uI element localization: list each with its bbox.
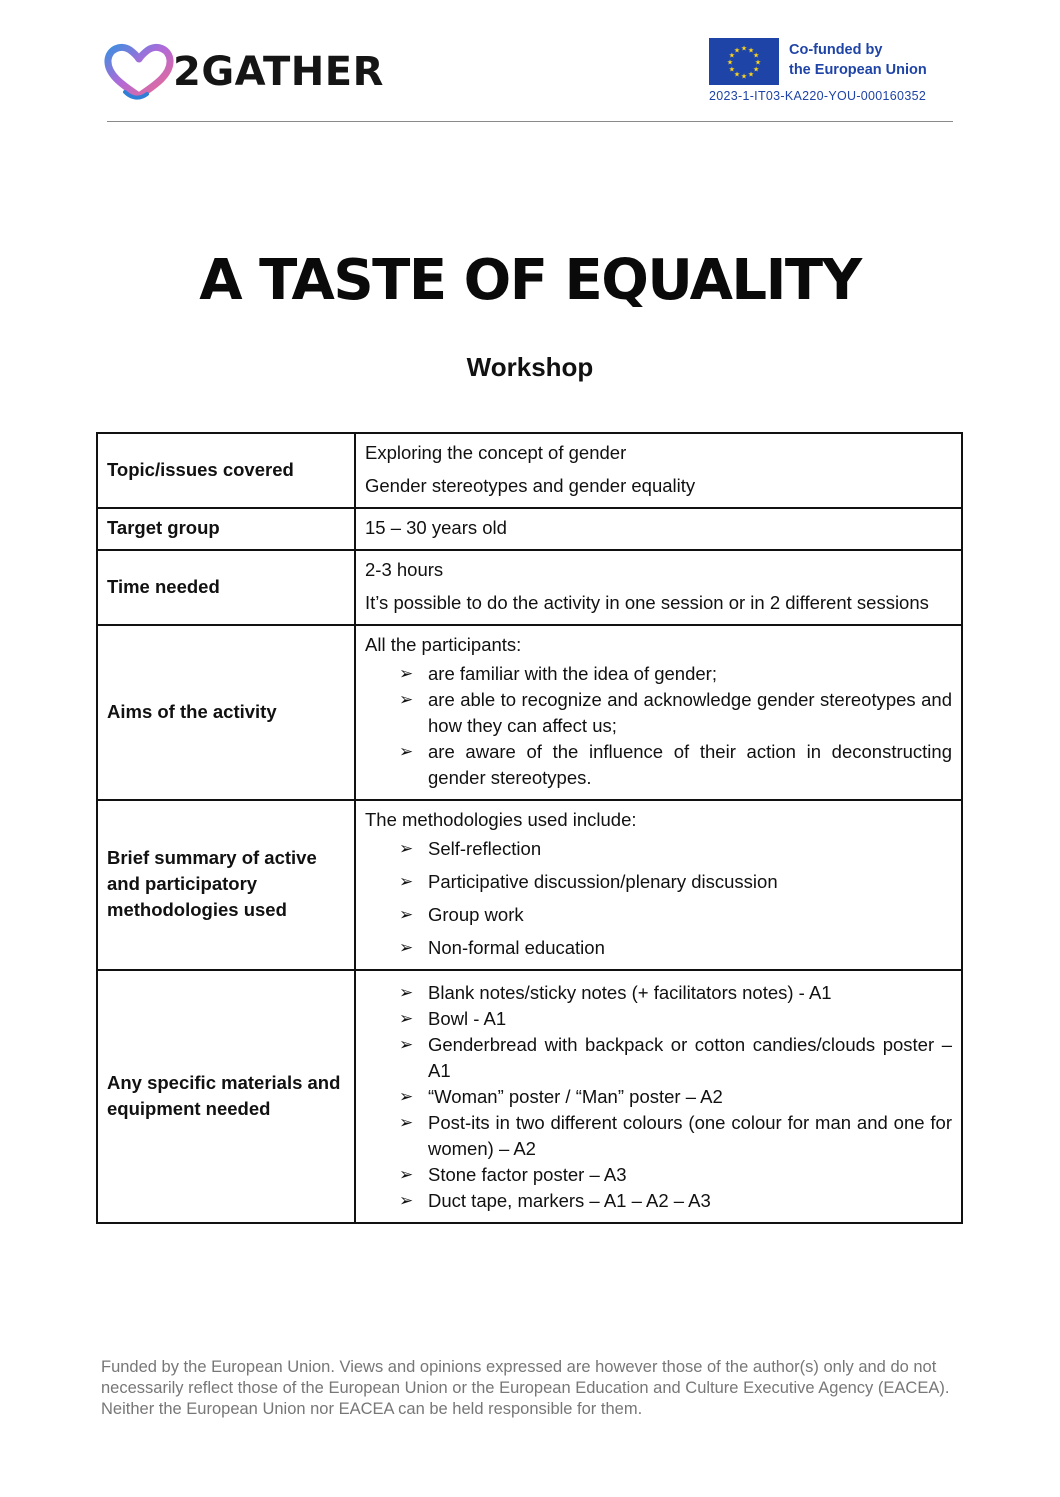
row-value xyxy=(355,625,962,800)
row-label: Time needed xyxy=(97,550,355,625)
row-label: Topic/issues covered xyxy=(97,433,355,508)
row-label: Aims of the activity xyxy=(97,625,355,800)
table-row-materials xyxy=(97,970,962,1223)
svg-text:★: ★ xyxy=(747,46,755,55)
page-header xyxy=(0,0,1060,125)
aims-list xyxy=(365,661,952,791)
table-row-aims xyxy=(97,625,962,800)
value-line: It’s possible to do the activity in one session or in 2 different sessions xyxy=(365,592,929,613)
row-label: Brief summary of active and participatory methodologies used xyxy=(97,800,355,970)
eu-flag-icon xyxy=(709,38,779,85)
list-item: ➢ Bowl - A1 xyxy=(399,1006,952,1032)
svg-text:★: ★ xyxy=(726,58,734,67)
value-intro: The methodologies used include: xyxy=(365,809,637,830)
list-item: ➢ Blank notes/sticky notes (+ facilitators notes) - A1 xyxy=(399,980,952,1006)
value-line: 15 – 30 years old xyxy=(365,517,507,538)
list-item: ➢ Participative discussion/plenary discussion xyxy=(399,869,952,895)
eu-label-line1: Co-funded by xyxy=(789,42,883,58)
svg-text:★: ★ xyxy=(747,70,755,79)
list-item: ➢ Group work xyxy=(399,902,952,928)
svg-text:★: ★ xyxy=(740,44,748,53)
funding-disclaimer: Funded by the European Union. Views and opinions expressed are however those of the author(s) only and do not necessarily reflect those of the European Union or the European Education and Culture Executive Agency (EACEA). Neither the European Union nor EACEA can be held responsible for them. xyxy=(101,1358,950,1418)
svg-text:★: ★ xyxy=(733,46,741,55)
page-subtitle: Workshop xyxy=(466,352,594,382)
row-label: Target group xyxy=(97,508,355,550)
list-item: ➢ Stone factor poster – A3 xyxy=(399,1162,952,1188)
row-value xyxy=(355,800,962,970)
row-label: Any specific materials and equipment needed xyxy=(97,970,355,1223)
list-item: ➢ Genderbread with backpack or cotton candies/clouds poster – A1 xyxy=(399,1032,952,1084)
value-line: Gender stereotypes and gender equality xyxy=(365,475,696,496)
list-item: ➢ are aware of the influence of their action in deconstructing gender stereotypes. xyxy=(399,739,952,791)
svg-text:★: ★ xyxy=(752,65,760,74)
row-value xyxy=(355,433,962,508)
list-item: ➢ Non-formal education xyxy=(399,935,952,961)
list-item: ➢ Post-its in two different colours (one colour for man and one for women) – A2 xyxy=(399,1110,952,1162)
svg-text:★: ★ xyxy=(752,51,760,60)
svg-text:★: ★ xyxy=(733,70,741,79)
project-logo xyxy=(103,42,384,102)
materials-list xyxy=(365,980,952,1214)
list-item: ➢ Duct tape, markers – A1 – A2 – A3 xyxy=(399,1188,952,1214)
list-item: ➢ are familiar with the idea of gender; xyxy=(399,661,952,687)
row-value xyxy=(355,970,962,1223)
list-item: ➢ Self-reflection xyxy=(399,836,952,862)
value-line: 2-3 hours xyxy=(365,559,444,580)
eu-label-line2: the European Union xyxy=(789,62,927,78)
methods-list xyxy=(365,836,952,961)
svg-text:★: ★ xyxy=(728,51,736,60)
eu-label xyxy=(789,40,964,80)
list-item: ➢ “Woman” poster / “Man” poster – A2 xyxy=(399,1084,952,1110)
table-row-target xyxy=(97,508,962,550)
page-title: A TASTE OF EQUALITY xyxy=(199,248,861,313)
svg-text:★: ★ xyxy=(754,58,762,67)
table-row-methods xyxy=(97,800,962,970)
value-line: Exploring the concept of gender xyxy=(365,442,627,463)
row-value xyxy=(355,550,962,625)
svg-text:★: ★ xyxy=(740,72,748,81)
row-value xyxy=(355,508,962,550)
header-divider xyxy=(107,121,953,122)
table-row-time xyxy=(97,550,962,625)
list-item: ➢ are able to recognize and acknowledge gender stereotypes and how they can affect us; xyxy=(399,687,952,739)
workshop-info-table xyxy=(96,432,963,1224)
project-code: 2023-1-IT03-KA220-YOU-000160352 xyxy=(709,89,927,103)
svg-text:★: ★ xyxy=(728,65,736,74)
value-intro: All the participants: xyxy=(365,634,522,655)
logo-text: 2GATHER xyxy=(173,49,384,95)
table-row-topic xyxy=(97,433,962,508)
heart-logo-icon xyxy=(103,42,175,102)
